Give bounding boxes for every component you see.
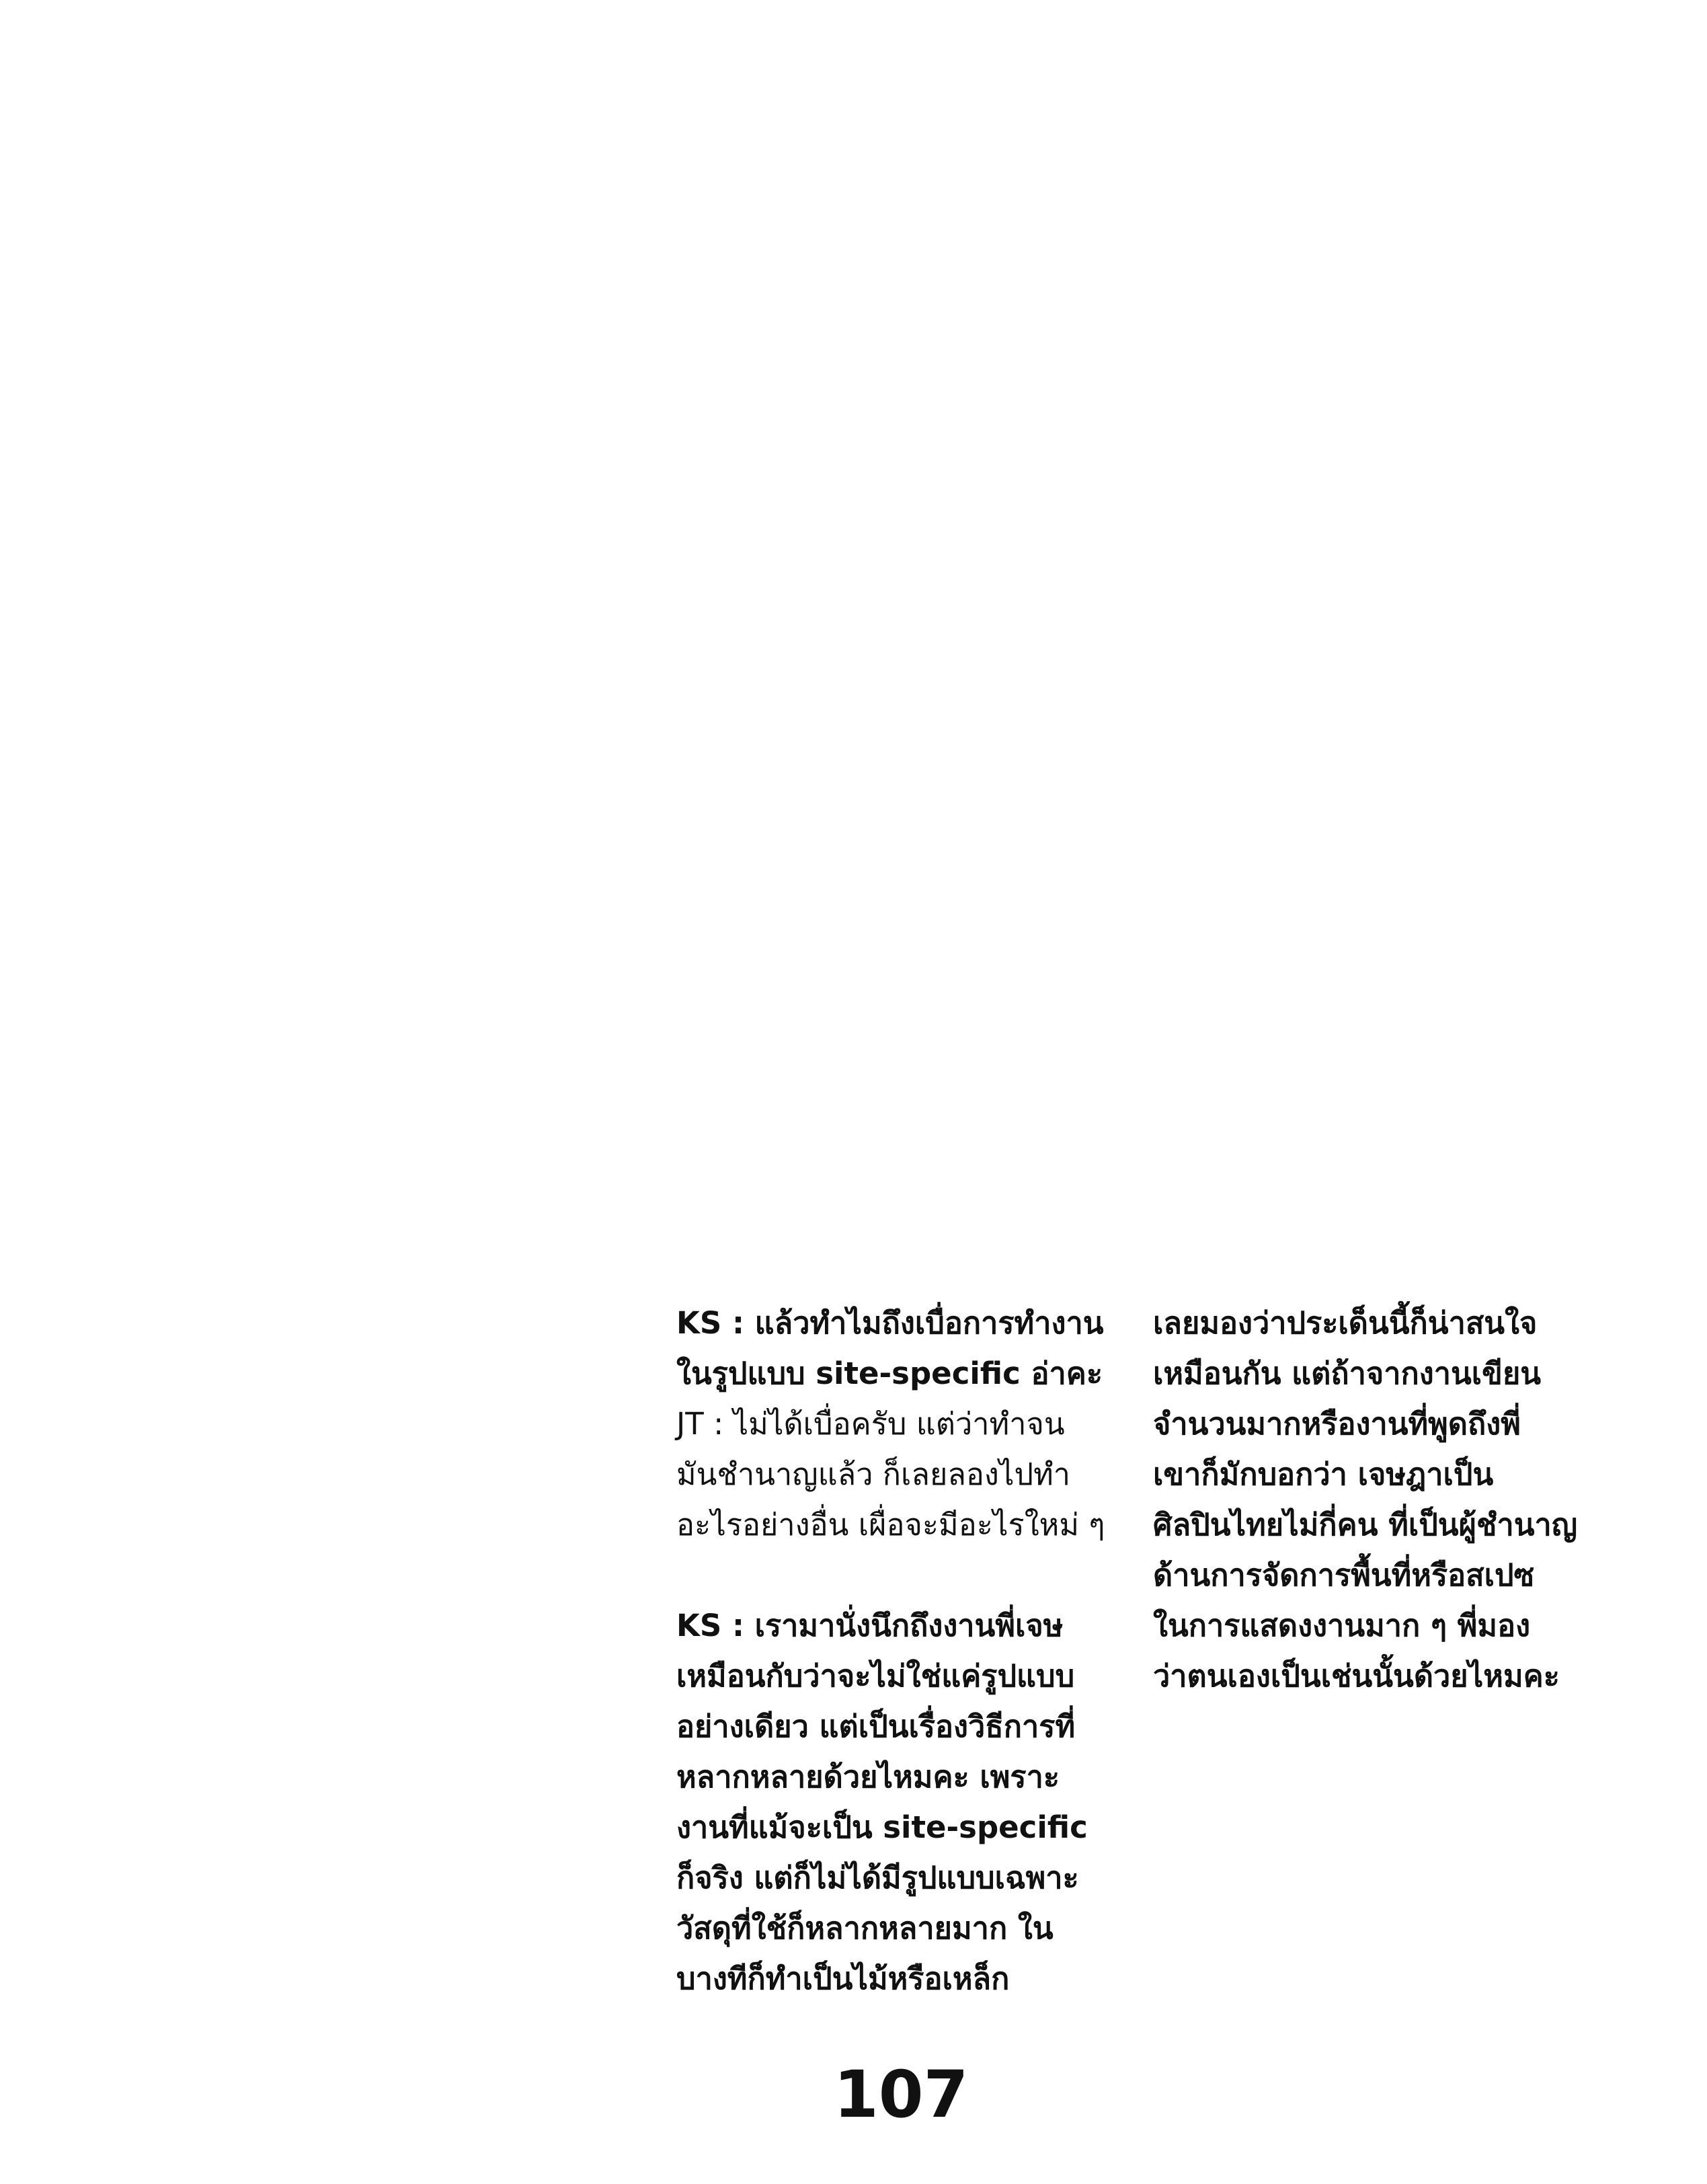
page-number: 107 bbox=[834, 2057, 969, 2132]
text-line: เหมือนกัน แต่ถ้าจากงานเขียน bbox=[1153, 1356, 1542, 1391]
text-line: ว่าตนเองเป็นเช่นนั้นด้วยไหมคะ bbox=[1153, 1658, 1560, 1694]
text-line: อะไรอย่างอื่น เผื่อจะมีอะไรใหม่ ๆ bbox=[676, 1507, 1105, 1543]
text-line: ศิลปินไทยไม่กี่คน ที่เป็นผู้ชำนาญ bbox=[1153, 1507, 1578, 1543]
text-line: งานที่แม้จะเป็น site-specific bbox=[676, 1809, 1088, 1845]
text-line: ก็จริง แต่ก็ไม่ได้มีรูปแบบเฉพาะ bbox=[676, 1860, 1079, 1896]
right-text-column bbox=[1153, 1298, 1624, 1701]
text-line: จำนวนมากหรืองานที่พูดถึงพี่ bbox=[1153, 1406, 1521, 1442]
text-line: ในรูปแบบ site-specific อ่าคะ bbox=[676, 1356, 1103, 1391]
question-1 bbox=[676, 1298, 1147, 1399]
question-2-continued bbox=[1153, 1298, 1624, 1701]
text-line: JT : ไม่ได้เบื่อครับ แต่ว่าทำจน bbox=[676, 1406, 1065, 1442]
text-line: KS : แล้วทำไมถึงเบื่อการทำงาน bbox=[676, 1305, 1104, 1341]
question-2 bbox=[676, 1600, 1147, 2004]
text-line: มันชำนาญแล้ว ก็เลยลองไปทำ bbox=[676, 1456, 1071, 1492]
text-line: หลากหลายด้วยไหมคะ เพราะ bbox=[676, 1759, 1060, 1795]
text-line: บางทีก็ทำเป็นไม้หรือเหล็ก bbox=[676, 1961, 1010, 1996]
text-line: เหมือนกับว่าจะไม่ใช่แค่รูปแบบ bbox=[676, 1658, 1075, 1694]
text-line: KS : เรามานั่งนึกถึงงานพี่เจษ bbox=[676, 1608, 1064, 1643]
paragraph-gap bbox=[676, 1550, 1147, 1600]
left-text-column bbox=[676, 1298, 1147, 2004]
text-line: เลยมองว่าประเด็นนี้ก็น่าสนใจ bbox=[1153, 1305, 1538, 1341]
text-line: อย่างเดียว แต่เป็นเรื่องวิธีการที่ bbox=[676, 1709, 1076, 1744]
text-line: เขาก็มักบอกว่า เจษฎาเป็น bbox=[1153, 1456, 1494, 1492]
text-line: ในการแสดงงานมาก ๆ พี่มอง bbox=[1153, 1608, 1531, 1643]
text-line: วัสดุที่ใช้ก็หลากหลายมาก ใน bbox=[676, 1910, 1054, 1946]
answer-1 bbox=[676, 1399, 1147, 1550]
text-line: ด้านการจัดการพื้นที่หรือสเปซ bbox=[1153, 1557, 1535, 1593]
